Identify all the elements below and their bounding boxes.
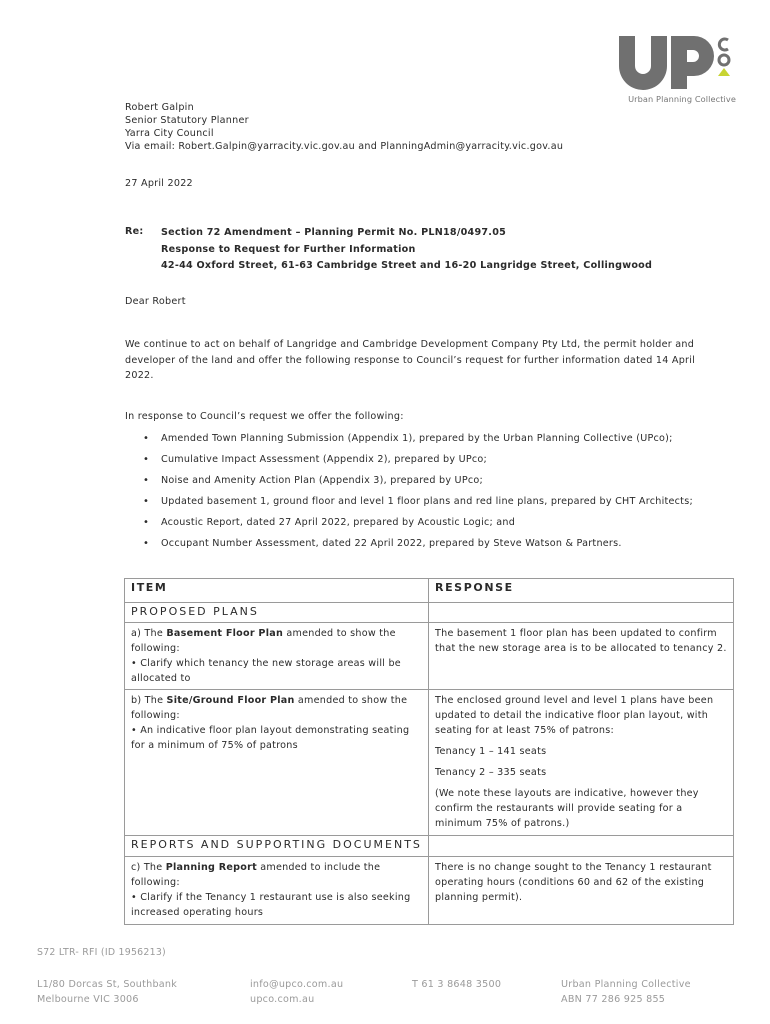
response-text: The basement 1 floor plan has been updated to confirm that the new storage area is to be allocated to tenancy 2. <box>435 628 727 654</box>
footer-address: L1/80 Dorcas St, Southbank Melbourne VIC 3006 <box>37 979 178 1005</box>
re-label: Re: <box>125 226 144 237</box>
header-item: ITEM <box>125 579 429 602</box>
item-cell <box>125 857 429 924</box>
recipient-org: Yarra City Council <box>125 128 214 139</box>
response-intro: In response to Council’s request we offer the following: <box>125 411 404 422</box>
section-row <box>125 602 733 622</box>
salutation: Dear Robert <box>125 296 186 307</box>
item-point: • Clarify if the Tenancy 1 restaurant use is also seeking increased operating hours <box>131 892 411 918</box>
section-row <box>125 835 733 856</box>
list-item: • Cumulative Impact Assessment (Appendix 2), prepared by UPco; <box>143 453 693 474</box>
response-cell <box>429 690 733 835</box>
section-title: REPORTS AND SUPPORTING DOCUMENTS <box>125 836 429 856</box>
item-description: b) The Site/Ground Floor Plan amended to show the following: <box>131 695 408 721</box>
item-cell <box>125 623 429 689</box>
intro-paragraph: We continue to act on behalf of Langridge and Cambridge Development Company Pty Ltd, the permit holder and developer of the land and offer the following response to Council’s request for further information dated 14 April 2022. <box>125 339 696 381</box>
recipient-title: Senior Statutory Planner <box>125 115 249 126</box>
recipient-name: Robert Galpin <box>125 102 194 113</box>
company-logo <box>618 32 736 106</box>
item-point: • An indicative floor plan layout demonstrating seating for a minimum of 75% of patrons <box>131 725 410 751</box>
document-reference: S72 LTR- RFI (ID 1956213) <box>37 947 166 958</box>
response-text: There is no change sought to the Tenancy 1 restaurant operating hours (conditions 60 and 62 of the existing planning permit). <box>435 862 712 903</box>
item-description: c) The Planning Report amended to include the following: <box>131 862 381 888</box>
table-row <box>125 856 733 924</box>
footer-website: upco.com.au <box>250 994 315 1005</box>
list-item: • Noise and Amenity Action Plan (Appendix 3), prepared by UPco; <box>143 474 693 495</box>
subject-line-3: 42-44 Oxford Street, 61-63 Cambridge Street and 16-20 Langridge Street, Collingwood <box>161 260 653 271</box>
table-row <box>125 689 733 835</box>
table-header-row <box>125 579 733 602</box>
response-text: Tenancy 1 – 141 seats <box>435 746 547 757</box>
logo-wordmark: Urban Planning Collective <box>628 94 736 104</box>
letter-date: 27 April 2022 <box>125 178 193 189</box>
subject-line-1: Section 72 Amendment – Planning Permit No. PLN18/0497.05 <box>161 227 507 238</box>
item-cell <box>125 690 429 835</box>
footer-phone: T 61 3 8648 3500 <box>412 979 502 990</box>
response-table <box>124 578 734 925</box>
item-point: • Clarify which tenancy the new storage areas will be allocated to <box>131 658 401 684</box>
response-cell <box>429 857 733 924</box>
header-response: RESPONSE <box>435 581 514 594</box>
footer-contact <box>250 977 343 1007</box>
empty-cell <box>429 603 733 622</box>
item-description: a) The Basement Floor Plan amended to show the following: <box>131 628 396 654</box>
enclosure-list <box>143 432 693 558</box>
list-item: • Occupant Number Assessment, dated 22 April 2022, prepared by Steve Watson & Partners. <box>143 537 693 558</box>
empty-cell <box>429 836 733 856</box>
table-row <box>125 622 733 689</box>
list-item: • Amended Town Planning Submission (Appendix 1), prepared by the Urban Planning Collective (UPco); <box>143 432 693 453</box>
response-cell <box>429 623 733 689</box>
list-item: • Updated basement 1, ground floor and level 1 floor plans and red line plans, prepared by CHT Architects; <box>143 495 693 516</box>
footer-email: info@upco.com.au <box>250 979 344 990</box>
response-text: Tenancy 2 – 335 seats <box>435 767 547 778</box>
footer-company: Urban Planning Collective ABN 77 286 925 855 <box>561 979 691 1005</box>
response-text: (We note these layouts are indicative, however they confirm the restaurants will provide seating for a minimum 75% of patrons.) <box>435 788 699 829</box>
upco-logo-mark <box>618 32 736 94</box>
list-item: • Acoustic Report, dated 27 April 2022, prepared by Acoustic Logic; and <box>143 516 693 537</box>
subject-line-2: Response to Request for Further Information <box>161 243 416 255</box>
section-title: PROPOSED PLANS <box>125 603 429 622</box>
subject-block <box>161 225 652 275</box>
recipient-email: Via email: Robert.Galpin@yarracity.vic.gov.au and PlanningAdmin@yarracity.vic.gov.au <box>125 141 564 152</box>
recipient-block <box>125 101 563 153</box>
response-text: The enclosed ground level and level 1 plans have been updated to detail the indicative floor plan layout, with seating for at least 75% of patrons: <box>435 695 714 736</box>
